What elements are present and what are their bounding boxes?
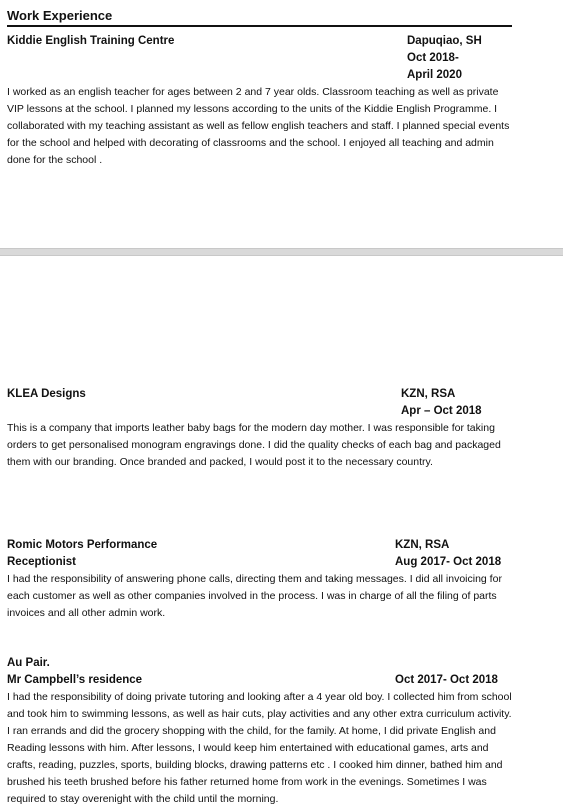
job-description: I had the responsibility of doing private tutoring and looking after a 4 year old boy. I collected him from school and took him to swimming lessons, as well as hair cuts, play activities and any other extra curriculum activity. I ran errands and did the grocery shopping with the child, for the family. At home, I did private English and Reading lessons with him. After lessons, I would keep him entertained with educational games, arts and crafts, reading, puzzles, sports, building blocks, drawing patterns etc . I cooked him dinner, bathed him and brushed his teeth brushed before his father returned home from work in the evenings. Sometimes I was required to stay overenight with the child until the morning. [7, 691, 512, 805]
section-title: Work Experience [7, 8, 113, 23]
document-page-1 [0, 0, 563, 248]
job-company: Romic Motors Performance [7, 539, 158, 551]
job-dates-start: Oct 2018- [407, 52, 459, 64]
job-dates: Apr – Oct 2018 [401, 405, 482, 417]
job-dates-end: April 2020 [407, 69, 462, 81]
job-role: Receptionist [7, 556, 77, 568]
job-location: Dapuqiao, SH [407, 35, 482, 47]
job-location: KZN, RSA [401, 388, 456, 400]
job-company: Au Pair. [7, 657, 50, 669]
job-description: I had the responsibility of answering phone calls, directing them and taking messages. I did all invoicing for each customer as well as other companies involved in the process. I was in charge of all the filing of parts invoices and all other admin work. [7, 573, 502, 619]
job-dates: Oct 2017- Oct 2018 [395, 674, 498, 686]
job-dates: Aug 2017- Oct 2018 [395, 556, 502, 568]
job-role: Mr Campbell’s residence [7, 674, 143, 686]
job-company: Kiddie English Training Centre [7, 35, 175, 47]
page-separator [0, 248, 563, 256]
section-rule [7, 25, 512, 27]
job-description: This is a company that imports leather baby bags for the modern day mother. I was responsible for taking orders to get personalised monogram engravings done. I did the quality checks of each bag and packaged them with our branding. Once branded and packed, I would post it to the necessary country. [7, 422, 501, 468]
job-description: I worked as an english teacher for ages between 2 and 7 year olds. Classroom teaching as well as private VIP lessons at the school. I planned my lessons according to the units of the Kiddie English Programme. I collaborated with my teaching assistant as well as fellow english teachers and staff. I planned special events for the school and helped with decorating of classrooms and the school. I enjoyed all teaching and admin done for the school . [7, 86, 510, 166]
job-company: KLEA Designs [7, 388, 86, 400]
job-location: KZN, RSA [395, 539, 450, 551]
